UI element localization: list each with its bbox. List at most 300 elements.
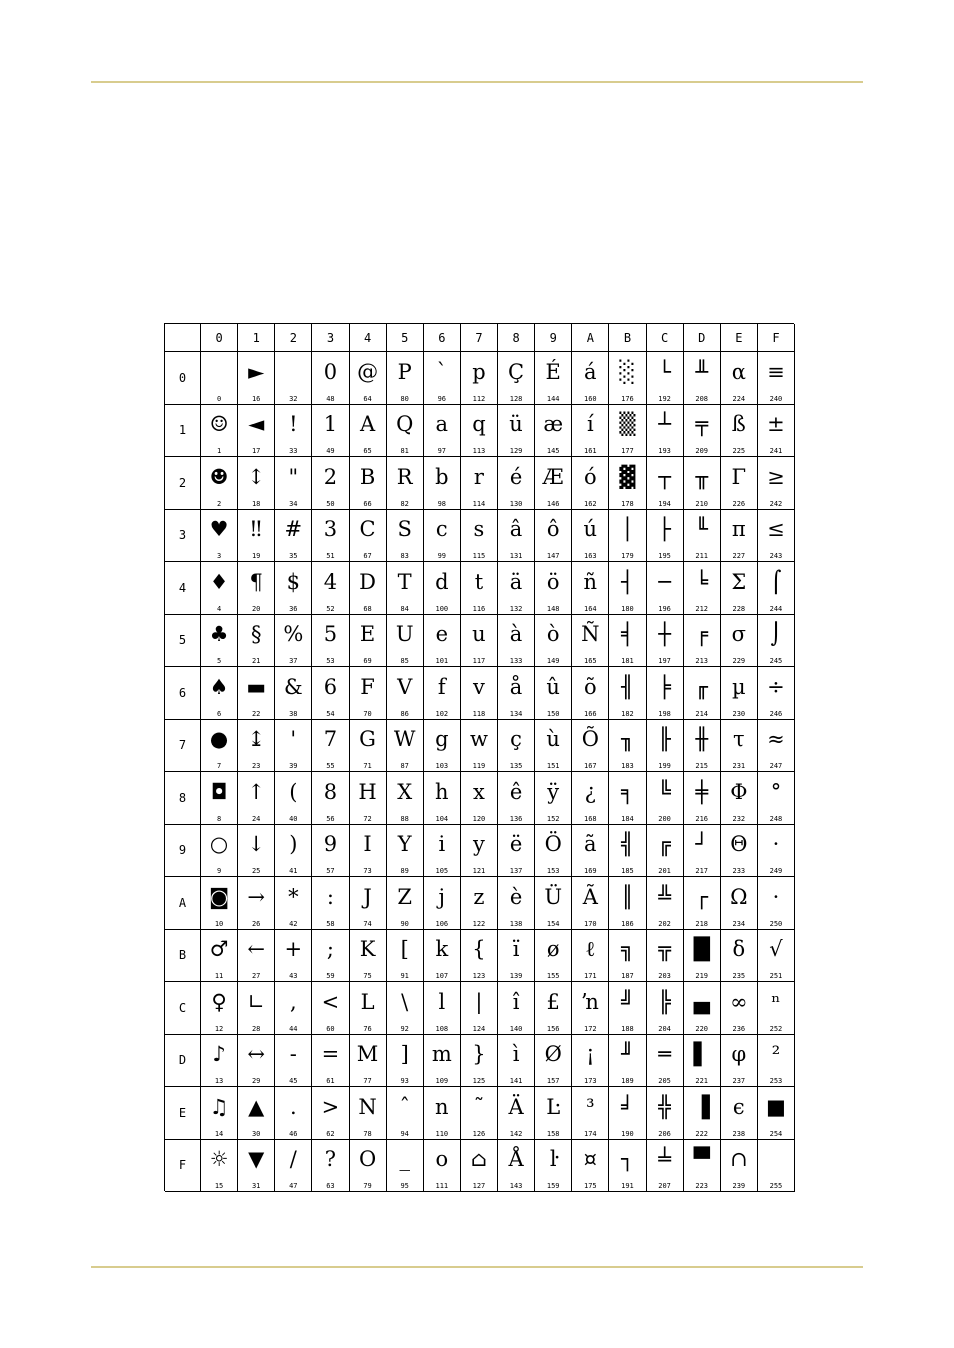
char-glyph: τ	[733, 727, 745, 751]
char-code: 182	[621, 709, 634, 718]
char-code: 7	[216, 762, 222, 770]
char-glyph: $	[286, 569, 300, 594]
char-glyph: Å	[508, 1147, 524, 1171]
char-glyph: ←	[247, 937, 265, 961]
char-cell	[424, 825, 461, 878]
char-cell	[275, 825, 312, 878]
char-glyph: v	[473, 674, 485, 699]
char-glyph: Æ	[542, 464, 564, 489]
char-code: 60	[326, 1024, 335, 1033]
char-glyph: ☻	[209, 464, 229, 489]
char-code: 29	[251, 1077, 261, 1085]
char-cell	[275, 720, 312, 773]
char-glyph: é	[509, 464, 523, 489]
char-cell	[647, 982, 684, 1035]
char-cell	[238, 562, 275, 615]
char-code: 219	[695, 972, 709, 980]
char-cell	[572, 1035, 609, 1088]
char-glyph: ╜	[621, 1042, 634, 1066]
char-code: 159	[546, 1182, 560, 1190]
char-code: 72	[363, 814, 372, 823]
char-glyph: ℓ	[585, 937, 596, 961]
char-code: 250	[769, 919, 783, 928]
char-code: 237	[732, 1077, 746, 1085]
char-code: 21	[251, 657, 261, 665]
char-cell	[275, 1087, 312, 1140]
char-cell	[647, 667, 684, 720]
char-glyph: å	[509, 674, 523, 699]
char-code: 73	[363, 867, 372, 875]
char-glyph: Ö	[544, 832, 562, 856]
char-code: 56	[326, 814, 335, 823]
char-code: 84	[400, 604, 409, 613]
char-code: 8	[216, 814, 222, 823]
char-code: 87	[400, 762, 409, 770]
char-glyph: ï	[512, 937, 520, 961]
char-cell	[350, 982, 387, 1035]
char-glyph: è	[509, 884, 523, 909]
char-cell	[758, 877, 795, 930]
char-cell	[424, 772, 461, 825]
char-glyph: G	[359, 727, 376, 751]
char-cell	[498, 720, 535, 773]
char-cell	[684, 877, 721, 930]
char-glyph: _	[399, 1147, 410, 1171]
char-cell	[350, 1035, 387, 1088]
char-cell	[238, 772, 275, 825]
char-code: 30	[251, 1129, 261, 1138]
char-glyph: 1	[323, 412, 338, 436]
char-code: 135	[509, 762, 523, 770]
char-code: 94	[400, 1129, 409, 1138]
char-cell	[312, 982, 349, 1035]
row-header: 6	[165, 667, 201, 720]
char-code: 125	[472, 1077, 486, 1085]
char-glyph: u	[472, 622, 486, 646]
char-code: 253	[769, 1077, 783, 1085]
char-glyph: m	[431, 1042, 452, 1066]
char-code: 59	[326, 972, 335, 980]
char-code: 187	[621, 972, 634, 980]
char-glyph: ¡	[586, 1042, 595, 1066]
char-glyph: ô	[546, 517, 560, 541]
char-cell	[275, 405, 312, 458]
char-glyph: ⁿ	[771, 989, 781, 1014]
column-header: E	[721, 324, 758, 352]
char-glyph: ═	[658, 1042, 671, 1066]
char-cell	[201, 877, 238, 930]
char-cell	[424, 562, 461, 615]
char-glyph: ╨	[695, 359, 709, 384]
char-code: 248	[769, 814, 783, 823]
char-cell	[201, 352, 238, 405]
char-glyph: Ã	[582, 884, 598, 909]
char-code: 150	[546, 709, 560, 718]
char-cell	[312, 1140, 349, 1193]
char-glyph: ú	[583, 517, 598, 541]
char-glyph: C	[359, 517, 376, 541]
char-code: 223	[695, 1182, 709, 1190]
char-cell	[572, 982, 609, 1035]
char-cell	[424, 1087, 461, 1140]
char-cell	[312, 352, 349, 405]
char-glyph: ¤	[583, 1147, 597, 1171]
char-glyph: â	[509, 517, 523, 541]
row-header: C	[165, 982, 201, 1035]
char-cell	[535, 825, 572, 878]
char-code: 121	[472, 867, 486, 875]
char-cell	[684, 562, 721, 615]
char-glyph: ü	[509, 412, 523, 436]
char-glyph: Ñ	[581, 622, 600, 646]
char-glyph: l	[438, 989, 446, 1014]
char-code: 185	[621, 867, 634, 875]
char-glyph: ♂	[209, 937, 229, 961]
char-cell	[201, 930, 238, 983]
char-glyph: ↑	[247, 779, 265, 804]
char-code: 227	[732, 552, 746, 560]
char-cell	[201, 667, 238, 720]
char-cell	[721, 615, 758, 668]
char-cell	[424, 405, 461, 458]
char-cell	[684, 352, 721, 405]
char-cell	[609, 772, 646, 825]
char-glyph: ▌	[693, 1042, 710, 1066]
char-glyph: ç	[510, 727, 522, 751]
char-cell	[647, 510, 684, 563]
char-code: 165	[583, 657, 597, 665]
char-code: 99	[437, 552, 447, 560]
char-code: 116	[472, 604, 486, 613]
char-cell	[684, 405, 721, 458]
char-cell	[424, 457, 461, 510]
char-code: 231	[732, 762, 746, 770]
char-glyph: ▼	[248, 1147, 265, 1171]
char-glyph: Y	[397, 832, 412, 856]
char-glyph: ─	[658, 569, 671, 594]
char-cell	[721, 1140, 758, 1193]
char-cell	[350, 825, 387, 878]
char-glyph: φ	[731, 1042, 747, 1066]
char-cell	[684, 720, 721, 773]
char-glyph: ;	[326, 937, 334, 961]
char-glyph: ┌	[695, 884, 709, 909]
char-cell	[275, 352, 312, 405]
char-glyph: ╟	[658, 727, 671, 751]
char-code: 79	[363, 1182, 372, 1190]
char-cell	[238, 930, 275, 983]
char-cell	[238, 457, 275, 510]
char-cell	[758, 720, 795, 773]
char-glyph: ò	[546, 622, 560, 646]
char-cell	[275, 615, 312, 668]
char-glyph: ╣	[621, 832, 634, 856]
char-cell	[647, 1035, 684, 1088]
char-code: 134	[509, 709, 523, 718]
char-code: 233	[732, 867, 746, 875]
column-header: 5	[387, 324, 424, 352]
char-glyph	[275, 356, 311, 388]
char-cell	[201, 825, 238, 878]
char-code: 234	[732, 919, 746, 928]
char-code: 105	[435, 867, 449, 875]
char-code: 177	[621, 447, 634, 455]
char-code: 22	[251, 709, 261, 718]
char-glyph: ♥	[209, 517, 229, 541]
char-cell	[275, 1035, 312, 1088]
char-code: 201	[658, 867, 671, 875]
char-cell	[758, 457, 795, 510]
char-glyph: ◘	[210, 779, 228, 804]
char-glyph: ⌠	[770, 569, 782, 594]
char-glyph: ▄	[693, 989, 710, 1014]
char-code: 205	[658, 1077, 671, 1085]
char-cell	[647, 1087, 684, 1140]
char-code: 108	[435, 1024, 449, 1033]
char-cell	[535, 877, 572, 930]
char-cell	[312, 877, 349, 930]
char-cell	[535, 720, 572, 773]
char-code: 245	[769, 657, 783, 665]
char-code: 186	[621, 919, 634, 928]
char-cell	[238, 1087, 275, 1140]
char-cell	[387, 1087, 424, 1140]
char-code: 49	[326, 447, 335, 455]
char-code: 80	[400, 394, 409, 403]
char-glyph: ■	[766, 1094, 786, 1119]
char-code: 175	[583, 1182, 597, 1190]
char-code: 184	[621, 814, 634, 823]
char-code: 55	[326, 762, 335, 770]
char-cell	[609, 982, 646, 1035]
char-cell	[498, 405, 535, 458]
char-code: 117	[472, 657, 486, 665]
char-code: 204	[658, 1024, 671, 1033]
char-code: 44	[289, 1024, 298, 1033]
char-code: 68	[363, 604, 372, 613]
char-glyph: ┐	[621, 1147, 634, 1171]
char-glyph: -	[289, 1042, 297, 1066]
char-code: 195	[658, 552, 671, 560]
char-cell	[350, 877, 387, 930]
char-cell	[609, 877, 646, 930]
char-code: 54	[326, 709, 335, 718]
char-cell	[647, 930, 684, 983]
char-code: 77	[363, 1077, 372, 1085]
char-code: 78	[363, 1129, 372, 1138]
char-code: 91	[400, 972, 409, 980]
char-glyph: ╤	[695, 412, 709, 436]
char-cell	[275, 510, 312, 563]
char-cell	[201, 405, 238, 458]
char-code: 40	[289, 814, 298, 823]
char-glyph: =	[321, 1042, 340, 1066]
char-code: 5	[216, 657, 222, 665]
char-glyph: a	[435, 412, 449, 436]
char-glyph: ø	[546, 937, 560, 961]
char-glyph: ▒	[619, 412, 636, 436]
char-code: 155	[546, 972, 560, 980]
char-code: 138	[509, 919, 523, 928]
char-code: 81	[400, 447, 409, 455]
column-header: 1	[238, 324, 275, 352]
char-cell	[758, 825, 795, 878]
char-glyph: ☺	[209, 412, 229, 436]
char-cell	[350, 930, 387, 983]
char-cell	[201, 562, 238, 615]
char-code: 102	[435, 709, 449, 718]
char-cell	[758, 562, 795, 615]
char-code: 239	[732, 1182, 746, 1190]
char-code: 217	[695, 867, 709, 875]
char-glyph: ÷	[767, 674, 785, 699]
char-cell	[387, 457, 424, 510]
char-code: 85	[400, 657, 409, 665]
char-code: 193	[658, 447, 671, 455]
char-glyph: *	[288, 884, 299, 909]
char-glyph: ▬	[246, 674, 267, 699]
char-glyph: õ	[583, 674, 597, 699]
char-cell	[238, 352, 275, 405]
char-code: 35	[289, 552, 298, 560]
char-code: 158	[546, 1129, 560, 1138]
char-cell	[758, 667, 795, 720]
char-code: 6	[216, 709, 222, 718]
char-glyph: w	[469, 727, 488, 751]
char-glyph: É	[545, 359, 561, 384]
char-glyph: 9	[323, 832, 338, 856]
char-code: 202	[658, 919, 671, 928]
char-cell	[201, 1087, 238, 1140]
char-glyph: #	[284, 517, 303, 541]
char-glyph: ñ	[583, 569, 598, 594]
char-cell	[461, 825, 498, 878]
char-code: 156	[546, 1024, 560, 1033]
char-cell	[498, 982, 535, 1035]
char-code: 137	[509, 867, 523, 875]
char-cell	[461, 930, 498, 983]
char-cell	[609, 1087, 646, 1140]
char-code: 226	[732, 499, 746, 508]
char-code: 136	[509, 814, 523, 823]
char-code: 225	[732, 447, 746, 455]
char-code: 174	[583, 1129, 597, 1138]
char-code: 157	[546, 1077, 560, 1085]
char-code: 196	[658, 604, 671, 613]
char-code: 46	[289, 1129, 298, 1138]
char-cell	[312, 1035, 349, 1088]
char-cell	[758, 1140, 795, 1193]
char-cell	[350, 667, 387, 720]
char-glyph: Ŀ	[546, 1094, 561, 1119]
char-glyph: ┘	[695, 832, 709, 856]
char-glyph: .	[289, 1094, 297, 1119]
char-cell	[647, 1140, 684, 1193]
char-cell	[461, 982, 498, 1035]
char-glyph: 7	[323, 727, 338, 751]
char-cell	[461, 667, 498, 720]
char-code: 161	[583, 447, 597, 455]
char-code: 133	[509, 657, 523, 665]
char-cell	[721, 772, 758, 825]
char-code: 192	[658, 394, 671, 403]
char-code: 43	[289, 972, 298, 980]
char-code: 164	[583, 604, 597, 613]
char-glyph: î	[512, 989, 520, 1014]
char-cell	[201, 457, 238, 510]
column-header: A	[572, 324, 609, 352]
char-cell	[238, 1035, 275, 1088]
char-code: 122	[472, 919, 486, 928]
char-glyph: ≥	[767, 464, 785, 489]
char-glyph: f	[437, 674, 446, 699]
char-glyph: ù	[546, 727, 560, 751]
char-glyph: Ü	[544, 884, 563, 909]
char-glyph: J	[363, 884, 372, 909]
char-glyph: n	[435, 1094, 449, 1119]
char-glyph: í	[586, 412, 594, 436]
char-cell	[758, 1035, 795, 1088]
char-glyph: ╙	[695, 517, 709, 541]
char-code: 132	[509, 604, 523, 613]
column-header: 0	[201, 324, 238, 352]
char-code: 254	[769, 1129, 783, 1138]
char-glyph: ☼	[209, 1147, 229, 1171]
char-code: 26	[251, 919, 261, 928]
column-header: 3	[312, 324, 349, 352]
char-cell	[312, 1087, 349, 1140]
column-header: 4	[350, 324, 387, 352]
char-code: 123	[472, 972, 486, 980]
char-cell	[647, 562, 684, 615]
char-code: 214	[695, 709, 709, 718]
char-cell	[498, 1140, 535, 1193]
char-cell	[498, 615, 535, 668]
char-cell	[684, 930, 721, 983]
char-cell	[758, 510, 795, 563]
char-code: 0	[216, 394, 222, 403]
char-cell	[312, 825, 349, 878]
char-glyph: µ	[731, 674, 746, 699]
char-cell	[609, 1035, 646, 1088]
char-glyph: ˆ	[399, 1094, 410, 1119]
char-glyph: √	[769, 937, 783, 961]
char-code: 39	[289, 762, 298, 770]
char-cell	[350, 772, 387, 825]
char-cell	[275, 562, 312, 615]
char-code: 4	[216, 604, 222, 613]
char-cell	[350, 720, 387, 773]
char-code: 247	[769, 762, 783, 770]
char-glyph: æ	[543, 412, 564, 436]
row-header: 0	[165, 352, 201, 405]
char-glyph: §	[250, 622, 262, 646]
char-glyph: Ø	[544, 1042, 562, 1066]
char-code: 183	[621, 762, 634, 770]
char-glyph: U	[395, 622, 414, 646]
char-code: 57	[326, 867, 335, 875]
char-cell	[535, 510, 572, 563]
char-glyph: ♫	[209, 1094, 229, 1119]
char-code: 211	[695, 552, 709, 560]
char-glyph: Õ	[581, 727, 599, 751]
char-glyph: [	[400, 937, 409, 961]
char-glyph: ≡	[767, 359, 785, 384]
char-glyph: ]	[400, 1042, 409, 1066]
char-code: 149	[546, 657, 560, 665]
char-cell	[387, 667, 424, 720]
row-header: 5	[165, 615, 201, 668]
